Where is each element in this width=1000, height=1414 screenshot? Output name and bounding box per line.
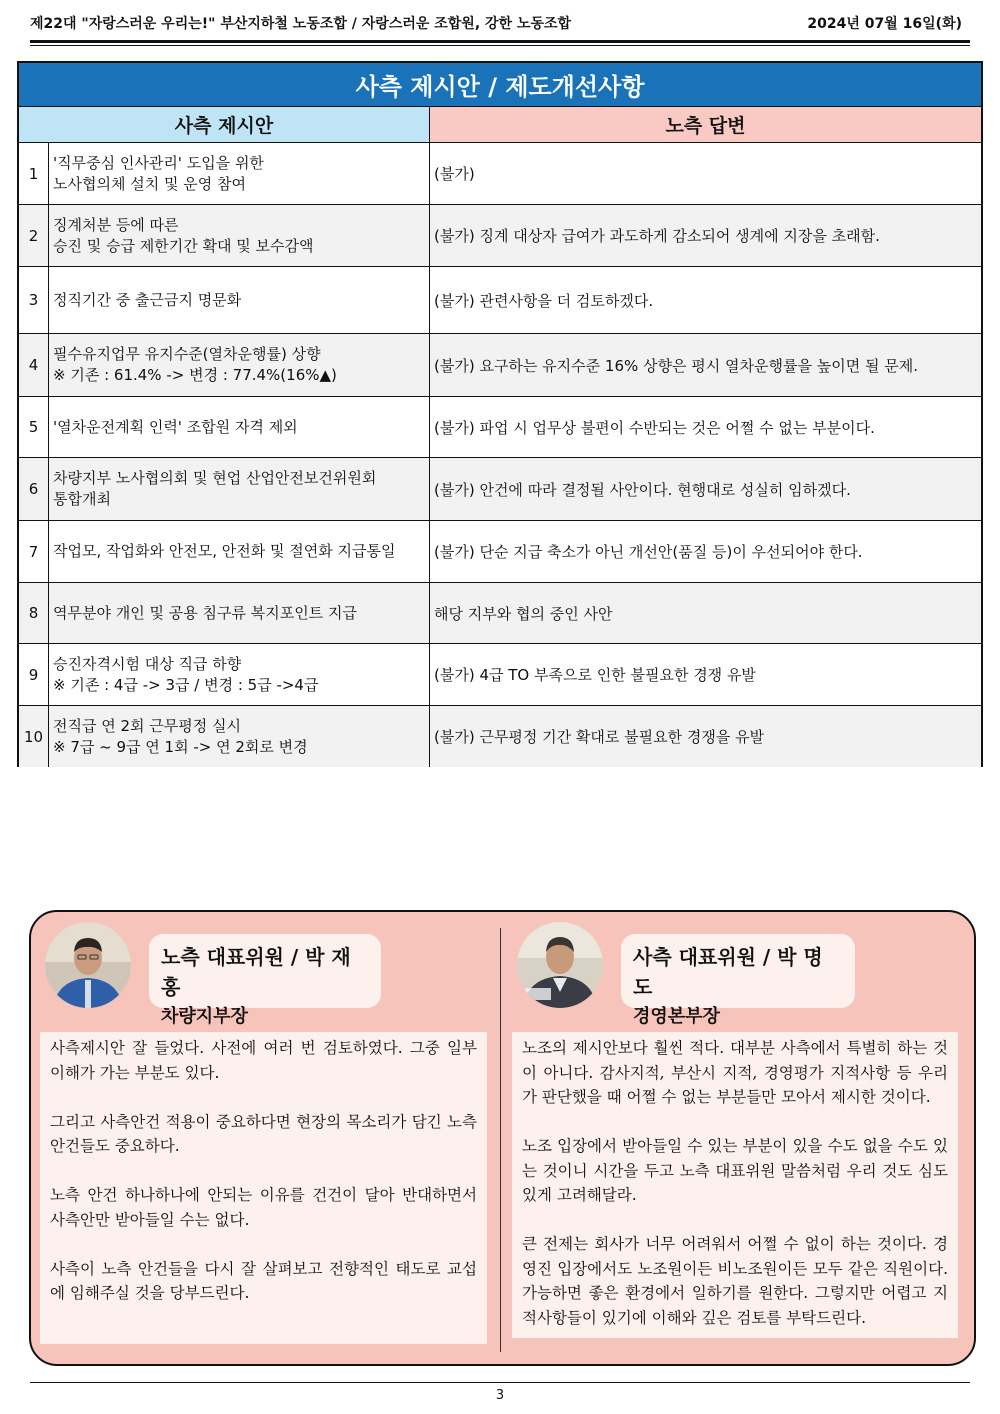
proposal-line: 노사협의체 설치 및 운영 참여: [53, 174, 246, 193]
proposal-line: ※ 7급 ~ 9급 연 1회 -> 연 2회로 변경: [53, 737, 308, 756]
row-number: 10: [19, 706, 49, 767]
answer-cell: (불가) 근무평정 기간 확대로 불필요한 경쟁을 유발: [434, 728, 765, 746]
header-title: 제22대 "자랑스러운 우리는!" 부산지하철 노동조합 / 자랑스러운 조합원, 강한 노동조합: [30, 16, 572, 32]
proposal-cell: [49, 583, 430, 643]
table-row: [19, 205, 981, 267]
table-row: [19, 583, 981, 644]
proposal-line: 징계처분 등에 따른: [53, 215, 179, 234]
labor-representative-photo: [45, 922, 131, 1008]
proposal-line: 역무분야 개인 및 공용 침구류 복지포인트 지급: [53, 603, 357, 622]
row-number: 7: [19, 521, 49, 582]
management-statement: [512, 1032, 958, 1338]
labor-statement: [40, 1032, 487, 1344]
header-date: 2024년 07월 16일(화): [807, 16, 962, 32]
row-number: 5: [19, 397, 49, 457]
answer-cell: (불가) 관련사항을 더 검토하겠다.: [434, 291, 654, 310]
statement-paragraph: 큰 전제는 회사가 너무 어려워서 어쩔 수 없이 하는 것이다. 경영진 입장에서도 노조원이든 비노조원이든 모두 같은 직원이다. 가능하면 좋은 환경에서 일하기를 원한다. 그렇지만 어렵고 지적사항들이 있기에 이해와 깊은 검토를 부탁드린다.: [522, 1235, 948, 1327]
answer-cell: (불가): [434, 165, 475, 183]
proposal-line: 승진자격시험 대상 직급 하향: [53, 654, 242, 673]
footer-rule: [30, 1382, 970, 1383]
proposal-line: ※ 기존 : 4급 -> 3급 / 변경 : 5급 ->4급: [53, 675, 319, 694]
row-number: 8: [19, 583, 49, 643]
statement-paragraph: 노조 입장에서 받아들일 수 있는 부분이 있을 수도 없을 수도 있는 것이니 시간을 두고 노측 대표위원 말씀처럼 우리 것도 심도 있게 고려해달라.: [522, 1137, 948, 1204]
row-number: 4: [19, 334, 49, 396]
answer-cell: (불가) 4급 TO 부족으로 인한 불필요한 경쟁 유발: [434, 666, 756, 684]
proposal-cell: [49, 267, 430, 333]
column-header-answer: 노측 답변: [430, 107, 981, 142]
proposal-cell: [49, 706, 430, 767]
table-body: [19, 143, 981, 767]
proposal-cell: [49, 205, 430, 266]
proposal-line: 전직급 연 2회 근무평정 실시: [53, 716, 242, 735]
representatives-box: [29, 910, 976, 1366]
table-column-headers: [19, 107, 981, 143]
labor-representative-title: 노측 대표위원 / 박 재 홍: [161, 945, 351, 999]
table-row: [19, 334, 981, 397]
row-number: 3: [19, 267, 49, 333]
proposal-line: 승진 및 승급 제한기간 확대 및 보수감액: [53, 236, 314, 255]
answer-cell: 해당 지부와 협의 중인 사안: [434, 604, 613, 623]
statement-paragraph: 그리고 사측안건 적용이 중요하다면 현장의 목소리가 담긴 노측 안건들도 중요하다.: [50, 1112, 477, 1155]
page-number: 3: [495, 1388, 505, 1403]
statement-paragraph: 사측제시안 잘 들었다. 사전에 여러 번 검토하였다. 그중 일부 이해가 가는 부분도 있다.: [50, 1039, 477, 1082]
proposal-cell: [49, 143, 430, 204]
proposal-line: 정직기간 중 출근금지 명문화: [53, 290, 242, 309]
management-representative-role: 경영본부장: [633, 1006, 720, 1027]
proposal-cell: [49, 644, 430, 705]
statement-paragraph: 사측이 노측 안건들을 다시 잘 살펴보고 전향적인 태도로 교섭에 임해주실 것을 당부드린다.: [50, 1259, 477, 1302]
answer-cell: (불가) 안건에 따라 결정될 사안이다. 현행대로 성실히 임하겠다.: [434, 480, 851, 499]
proposal-line: 필수유지업무 유지수준(열차운행률) 상향: [53, 345, 321, 363]
proposal-line: 작업모, 작업화와 안전모, 안전화 및 절연화 지급통일: [53, 542, 396, 560]
proposal-line: 통합개최: [53, 490, 111, 508]
row-number: 9: [19, 644, 49, 705]
proposal-line: ※ 기존 : 61.4% -> 변경 : 77.4%(16%▲): [53, 366, 337, 384]
answer-cell: (불가) 파업 시 업무상 불편이 수반되는 것은 어쩔 수 없는 부분이다.: [434, 418, 875, 437]
table-row: [19, 143, 981, 205]
proposal-cell: [49, 458, 430, 520]
proposal-line: 차량지부 노사협의회 및 현업 산업안전보건위원회: [53, 469, 377, 487]
answer-cell: (불가) 요구하는 유지수준 16% 상향은 평시 열차운행률을 높이면 될 문제.: [434, 356, 918, 375]
table-title: 사측 제시안 / 제도개선사항: [19, 63, 981, 107]
table-row: [19, 706, 981, 767]
labor-representative-role: 차량지부장: [161, 1006, 248, 1027]
answer-cell: (불가) 징계 대상자 급여가 과도하게 감소되어 생계에 지장을 초래함.: [434, 227, 880, 245]
row-number: 1: [19, 143, 49, 204]
header-rule: [30, 40, 970, 43]
statement-paragraph: 노조의 제시안보다 훨씬 적다. 대부분 사측에서 특별히 하는 것이 아니다. 감사지적, 부산시 지적, 경영평가 지적사항 등 우리가 판단했을 때 어쩔 수 없는 부분들만 모아서 제시한 것이다.: [522, 1039, 948, 1106]
proposal-table: [17, 61, 983, 767]
header-rule-thin: [30, 45, 970, 46]
table-row: [19, 267, 981, 334]
row-number: 6: [19, 458, 49, 520]
answer-cell: (불가) 단순 지급 축소가 아닌 개선안(품질 등)이 우선되어야 한다.: [434, 543, 863, 561]
page-header: [30, 12, 962, 34]
proposal-line: '열차운전계획 인력' 조합원 자격 제외: [53, 417, 298, 436]
table-row: [19, 458, 981, 521]
proposal-cell: [49, 334, 430, 396]
column-divider: [500, 928, 501, 1352]
proposal-cell: [49, 397, 430, 457]
column-header-proposal: 사측 제시안: [19, 107, 430, 142]
labor-name-card: [149, 934, 381, 1027]
row-number: 2: [19, 205, 49, 266]
proposal-cell: [49, 521, 430, 582]
table-row: [19, 644, 981, 706]
table-row: [19, 521, 981, 583]
management-name-card: [621, 934, 855, 1027]
management-representative-title: 사측 대표위원 / 박 명 도: [633, 945, 823, 999]
table-row: [19, 397, 981, 458]
management-representative-photo: [517, 922, 603, 1008]
statement-paragraph: 노측 안건 하나하나에 안되는 이유를 건건이 달아 반대하면서 사측안만 받아들일 수는 없다.: [50, 1186, 477, 1229]
proposal-line: '직무중심 인사관리' 도입을 위한: [53, 153, 264, 172]
